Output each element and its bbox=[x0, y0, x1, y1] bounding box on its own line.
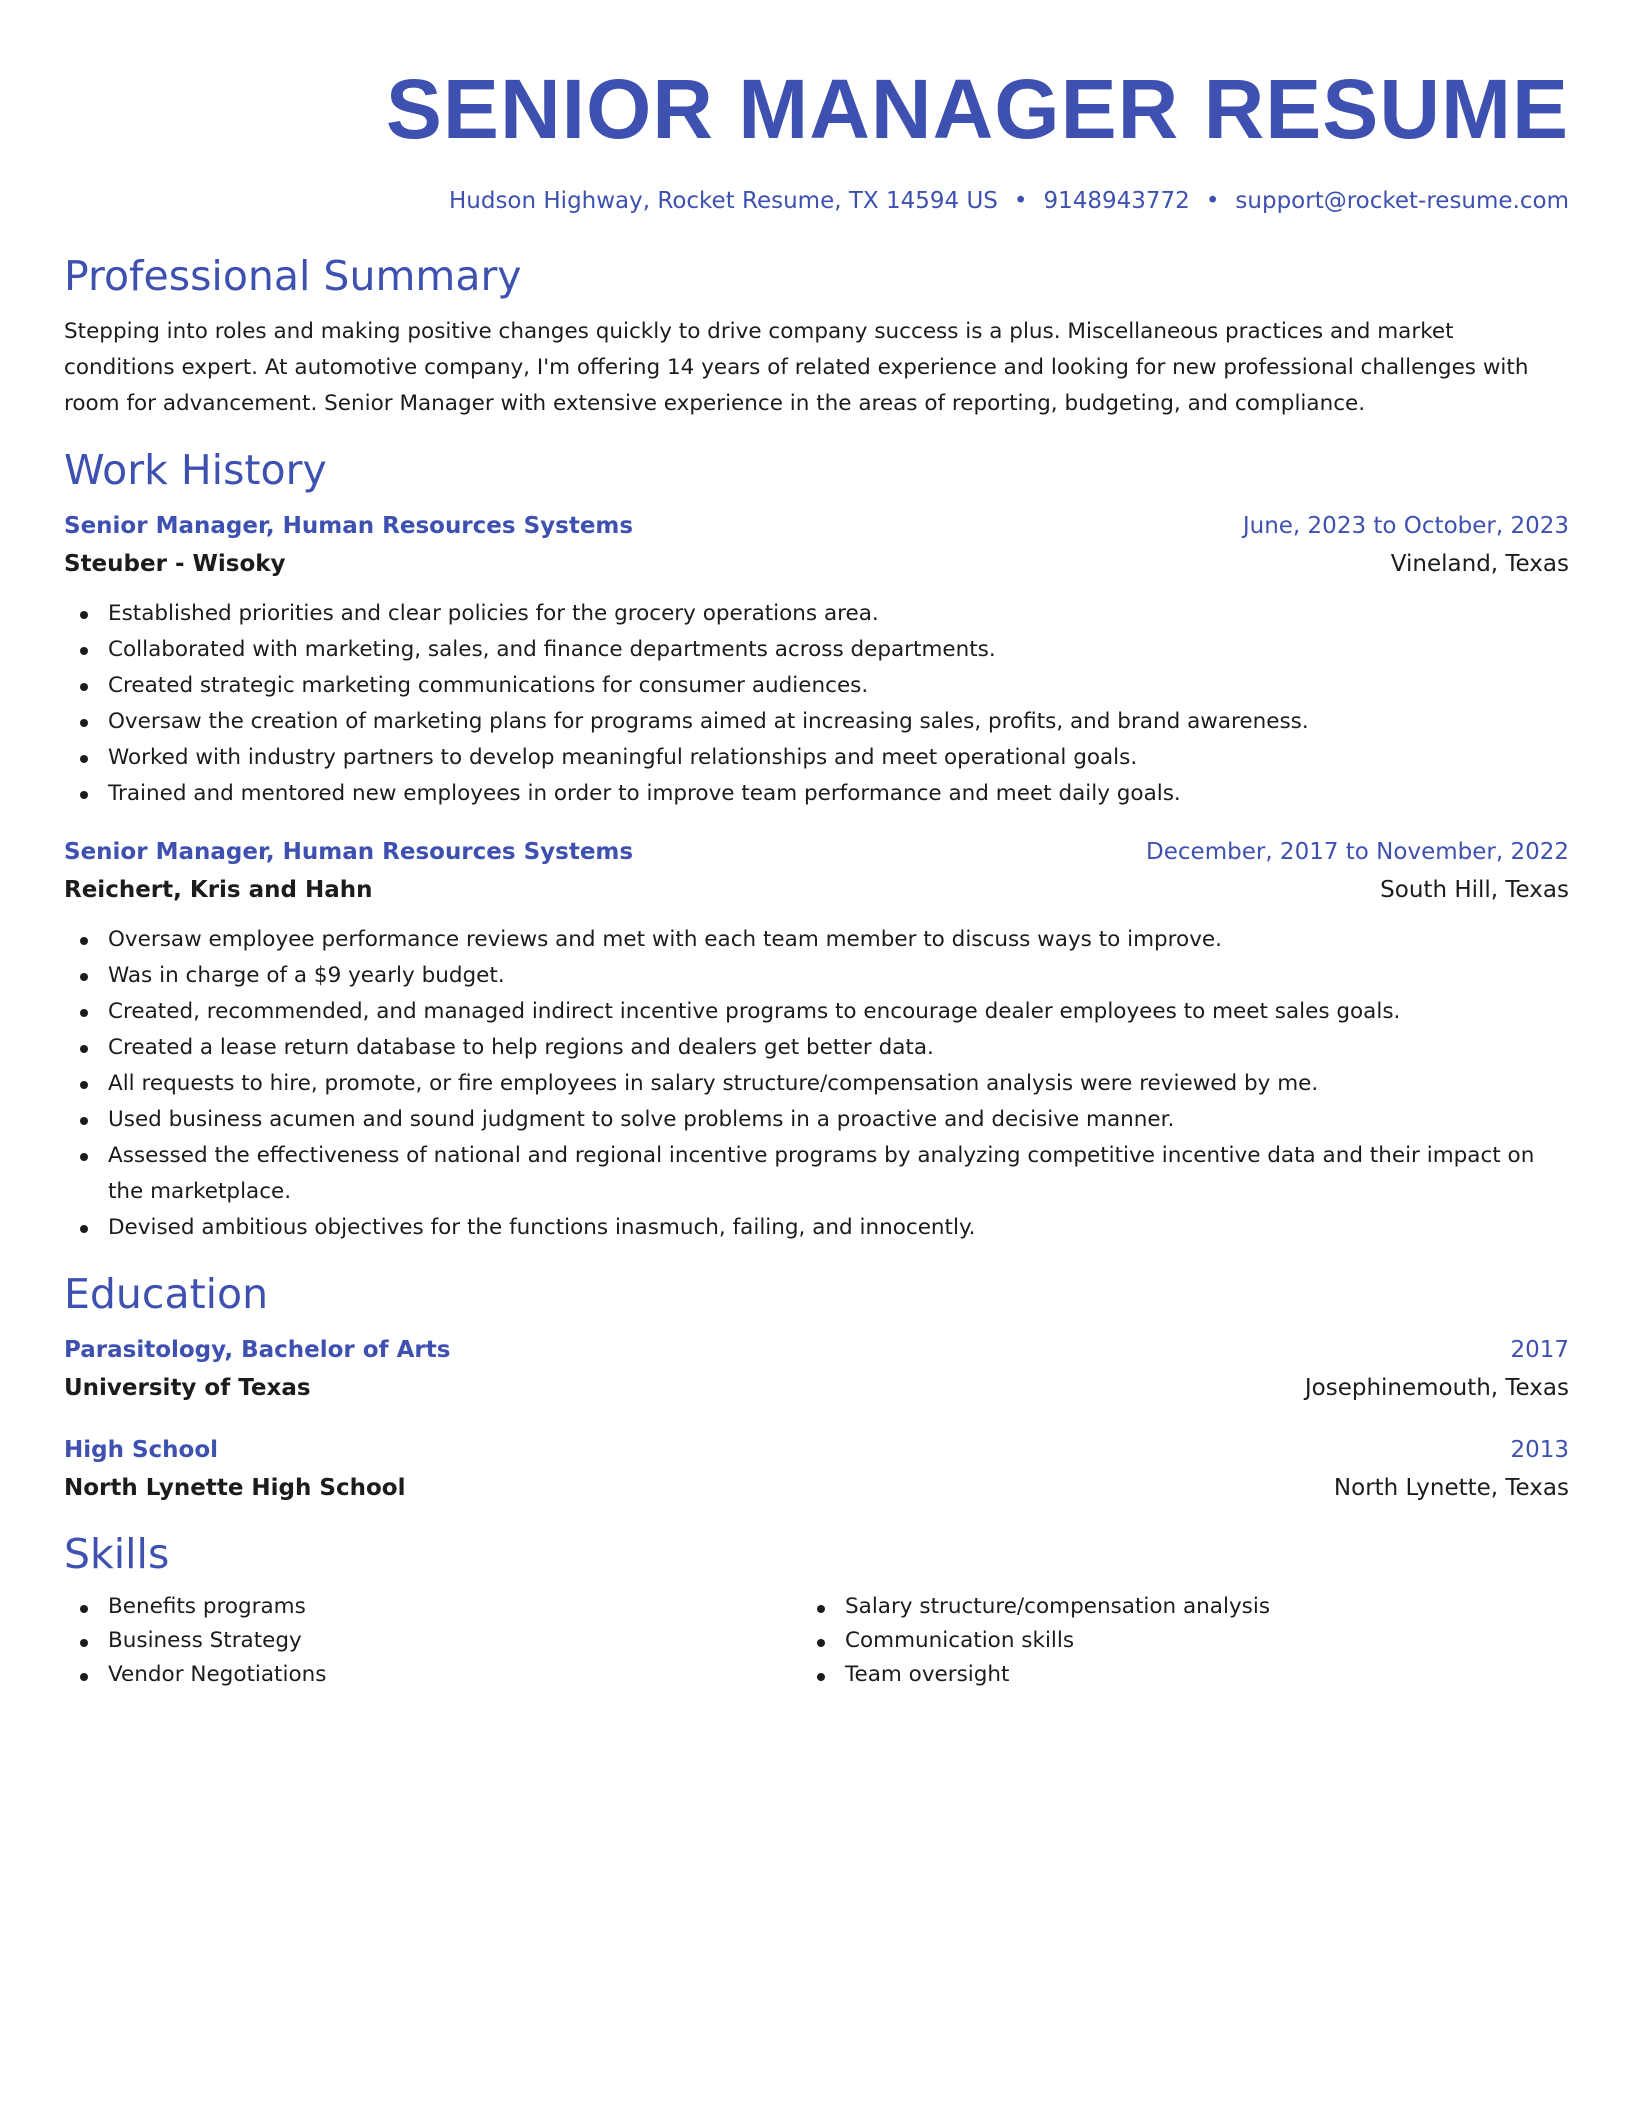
job-bullet: Created a lease return database to help regions and dealers get better data. bbox=[64, 1030, 1569, 1066]
skills-list-left bbox=[64, 1590, 801, 1692]
job-company-row bbox=[64, 870, 1569, 910]
job-bullet: Used business acumen and sound judgment to solve problems in a proactive and decisive manner. bbox=[64, 1102, 1569, 1138]
summary-paragraph: Stepping into roles and making positive changes quickly to drive company success is a plus. Miscellaneous practices and market conditions expert. At automotive company, I'm offering 14 years of related experience and looking for new professional challenges with room for advancement. Senior Manager with extensive experience in the areas of reporting, budgeting, and compliance. bbox=[64, 319, 1529, 416]
job-bullet: Worked with industry partners to develop meaningful relationships and meet operational goals. bbox=[64, 740, 1569, 776]
skills-grid bbox=[64, 1590, 1569, 1692]
education-year: 2013 bbox=[1510, 1437, 1569, 1463]
phone-text: 9148943772 bbox=[1043, 188, 1190, 214]
education-degree-row bbox=[64, 1432, 1569, 1468]
skills-list-right bbox=[801, 1590, 1538, 1692]
job-bullet: Created strategic marketing communications for consumer audiences. bbox=[64, 668, 1569, 704]
work-history-section bbox=[64, 444, 1569, 1246]
job-title: Senior Manager, Human Resources Systems bbox=[64, 839, 634, 865]
section-heading-skills: Skills bbox=[64, 1530, 170, 1578]
job-bullet: Oversaw the creation of marketing plans for programs aimed at increasing sales, profits, and brand awareness. bbox=[64, 704, 1569, 740]
skill-item: Salary structure/compensation analysis bbox=[801, 1590, 1538, 1624]
education-location: North Lynette, Texas bbox=[1333, 1475, 1569, 1501]
education-location: Josephinemouth, Texas bbox=[1304, 1375, 1569, 1401]
education-school-row bbox=[64, 1368, 1569, 1408]
job-entry bbox=[64, 508, 1569, 812]
job-bullet: Devised ambitious objectives for the functions inasmuch, failing, and innocently. bbox=[64, 1210, 1569, 1246]
job-dates: December, 2017 to November, 2022 bbox=[1146, 839, 1569, 865]
job-bullet: Trained and mentored new employees in order to improve team performance and meet daily goals. bbox=[64, 776, 1569, 812]
skills-section bbox=[64, 1528, 1569, 1692]
job-title-row bbox=[64, 834, 1569, 870]
resume-header bbox=[64, 50, 1569, 216]
job-title-row bbox=[64, 508, 1569, 544]
summary-section bbox=[64, 250, 1569, 422]
section-heading-work-history: Work History bbox=[64, 446, 327, 494]
contact-separator: • bbox=[1013, 188, 1028, 214]
skill-item: Vendor Negotiations bbox=[64, 1658, 801, 1692]
education-entry bbox=[64, 1332, 1569, 1408]
job-dates: June, 2023 to October, 2023 bbox=[1242, 513, 1569, 539]
job-location: Vineland, Texas bbox=[1390, 551, 1569, 577]
job-company-row bbox=[64, 544, 1569, 584]
education-entry bbox=[64, 1432, 1569, 1508]
job-bullet: Collaborated with marketing, sales, and finance departments across departments. bbox=[64, 632, 1569, 668]
education-school: North Lynette High School bbox=[64, 1475, 406, 1501]
education-degree: High School bbox=[64, 1437, 219, 1463]
skill-item: Communication skills bbox=[801, 1624, 1538, 1658]
skill-item: Business Strategy bbox=[64, 1624, 801, 1658]
email-link[interactable]: support@rocket-resume.com bbox=[1235, 188, 1569, 214]
job-bullet: All requests to hire, promote, or fire employees in salary structure/compensation analysis were reviewed by me. bbox=[64, 1066, 1569, 1102]
education-school-row bbox=[64, 1468, 1569, 1508]
job-bullet-list bbox=[64, 596, 1569, 812]
section-heading-education: Education bbox=[64, 1270, 269, 1318]
job-company: Reichert, Kris and Hahn bbox=[64, 877, 373, 903]
address-text: Hudson Highway, Rocket Resume, TX 14594 US bbox=[448, 188, 998, 214]
resume-title: SENIOR MANAGER RESUME bbox=[385, 62, 1569, 156]
job-bullet: Created, recommended, and managed indirect incentive programs to encourage dealer employees to meet sales goals. bbox=[64, 994, 1569, 1030]
skill-item: Benefits programs bbox=[64, 1590, 801, 1624]
section-heading-summary: Professional Summary bbox=[64, 252, 522, 300]
job-location: South Hill, Texas bbox=[1380, 877, 1569, 903]
job-bullet: Assessed the effectiveness of national and regional incentive programs by analyzing competitive incentive data and their impact on the marketplace. bbox=[64, 1138, 1569, 1210]
education-degree: Parasitology, Bachelor of Arts bbox=[64, 1337, 451, 1363]
job-entry bbox=[64, 834, 1569, 1246]
skill-item: Team oversight bbox=[801, 1658, 1538, 1692]
job-bullet: Oversaw employee performance reviews and met with each team member to discuss ways to improve. bbox=[64, 922, 1569, 958]
job-bullet: Was in charge of a $9 yearly budget. bbox=[64, 958, 1569, 994]
education-degree-row bbox=[64, 1332, 1569, 1368]
contact-line bbox=[64, 186, 1569, 216]
contact-separator: • bbox=[1205, 188, 1220, 214]
job-bullet-list bbox=[64, 922, 1569, 1246]
education-section bbox=[64, 1268, 1569, 1508]
education-school: University of Texas bbox=[64, 1375, 311, 1401]
job-company: Steuber - Wisoky bbox=[64, 551, 286, 577]
job-title: Senior Manager, Human Resources Systems bbox=[64, 513, 634, 539]
education-year: 2017 bbox=[1510, 1337, 1569, 1363]
job-bullet: Established priorities and clear policies for the grocery operations area. bbox=[64, 596, 1569, 632]
